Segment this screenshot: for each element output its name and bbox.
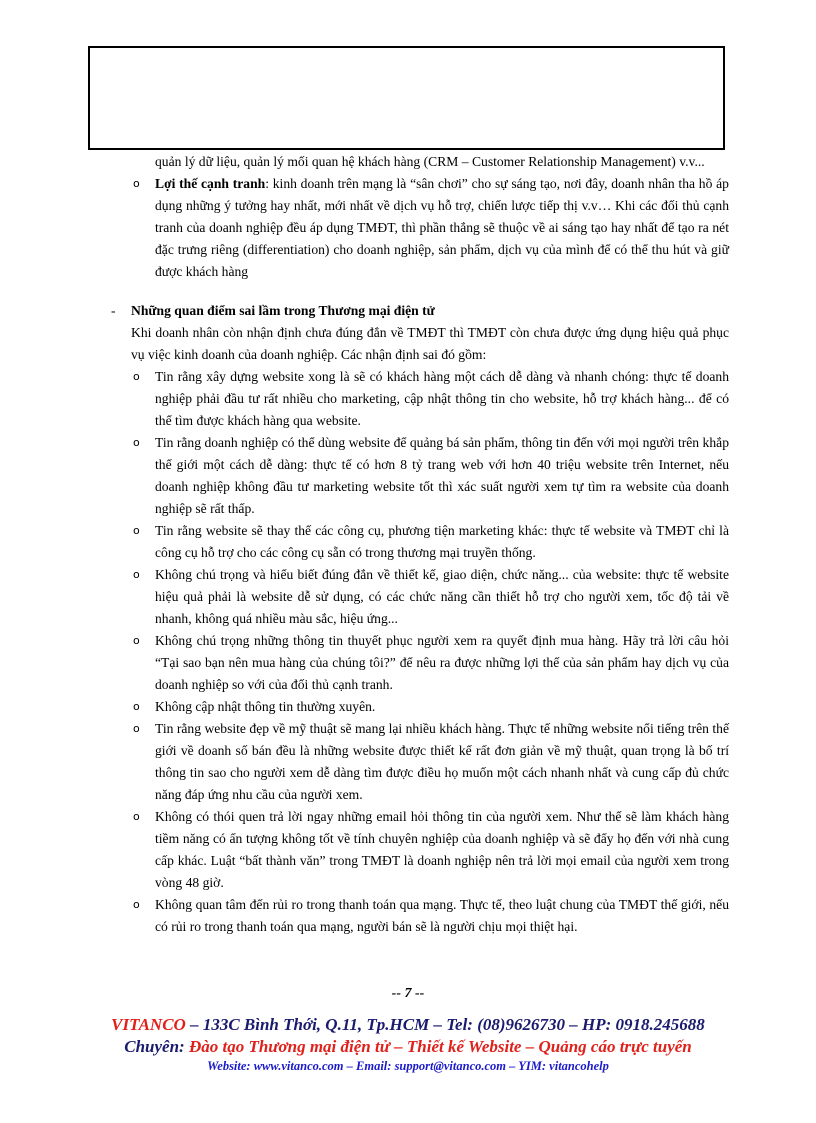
circle-bullet-icon: o [133,722,140,735]
footer-specialty: Đào tạo Thương mại điện tử – Thiết kế Website – Quảng cáo trực tuyến [188,1037,692,1056]
footer-company: VITANCO [111,1015,186,1034]
list-item-text: Không cập nhật thông tin thường xuyên. [155,699,376,714]
list-item [109,718,729,806]
circle-bullet-icon: o [133,524,140,537]
page-number: -- 7 -- [391,986,425,1001]
page-body [109,151,729,938]
advantage-title: Lợi thế cạnh tranh [155,176,266,191]
list-item-text: Tin rằng doanh nghiệp có thể dùng website để quảng bá sản phẩm, thông tin đến với mọi người trên khắp thế giới một cách dễ dàng: thực tế có hơn 8 tỷ trang web với hơn 40 triệu website trên Internet, nếu doanh nghiệp không đầu tư marketing website tốt thì xác suất người xem tự tìm ra website của doanh nghiệp sẽ rất thấp. [155,435,729,516]
list-item [109,564,729,630]
section-title: Những quan điểm sai lầm trong Thương mại điện tử [131,303,435,318]
list-item [109,630,729,696]
list-item-text: Không có thói quen trả lời ngay những email hỏi thông tin của người xem. Như thế sẽ làm khách hàng tiềm năng có ấn tượng không tốt về tính chuyên nghiệp của doanh nghiệp và sẽ đẩy họ đến với nhà cung cấp khác. Luật “bất thành văn” trong TMĐT là doanh nghiệp nên trả lời mọi email của người xem trong vòng 48 giờ. [155,809,729,890]
list-item [109,520,729,564]
list-item-text: Tin rằng website đẹp về mỹ thuật sẽ mang lại nhiều khách hàng. Thực tế những website nổi tiếng trên thế giới về doanh số bán đều là những website được thiết kế rất đơn giản về mỹ thuật, quan trọng là bố trí thông tin sao cho người xem dễ dàng tìm được điều họ muốn một cách nhanh nhất và cung cấp đủ chức năng đáp ứng nhu cầu của người xem. [155,721,729,802]
circle-bullet-icon: o [133,700,140,713]
circle-bullet-icon: o [133,436,140,449]
footer-specialty-line [0,1037,816,1057]
circle-bullet-icon: o [133,370,140,383]
circle-bullet-icon: o [133,898,140,911]
footer-contact-line: Website: www.vitanco.com – Email: support@vitanco.com – YIM: vitancohelp [207,1059,609,1073]
list-item [109,366,729,432]
circle-bullet-icon: o [133,568,140,581]
dash-marker: - [111,303,116,318]
footer-address: – 133C Bình Thới, Q.11, Tp.HCM – Tel: (08)9626730 – HP: 0918.245688 [185,1015,705,1034]
advantage-item [109,173,729,283]
list-item [109,696,729,718]
list-item [109,432,729,520]
list-item-text: Không quan tâm đến rủi ro trong thanh toán qua mạng. Thực tế, theo luật chung của TMĐT thế giới, nếu có rủi ro trong thanh toán qua mạng, người bán sẽ là người chịu mọi thiệt hại. [155,897,729,934]
advantage-text: : kinh doanh trên mạng là “sân chơi” cho sự sáng tạo, nơi đây, doanh nhân tha hồ áp dụng những ý tưởng hay nhất, mới nhất về dịch vụ hỗ trợ, chiến lược tiếp thị v.v… Khi các đối thủ cạnh tranh của doanh nghiệp đều áp dụng TMĐT, thì phần thắng sẽ thuộc về ai sáng tạo hay nhất để tạo ra nét đặc trưng riêng (differentiation) cho doanh nghiệp, sản phẩm, dịch vụ của mình để có thể thu hút và giữ được khách hàng [155,176,729,279]
footer-specialty-label: Chuyên: [124,1037,189,1056]
continuation-text: quản lý dữ liệu, quản lý mối quan hệ khách hàng (CRM – Customer Relationship Management) v.v... [155,154,705,169]
section-heading [109,300,729,322]
continuation-item [109,151,729,173]
circle-bullet-icon: o [133,177,140,190]
circle-bullet-icon: o [133,810,140,823]
list-item-text: Không chú trọng và hiểu biết đúng đắn về thiết kế, giao diện, chức năng... của website: thực tế website hiệu quả phải là website dễ sử dụng, có các chức năng cần thiết hỗ trợ cho người xem, tốc độ tải về nhanh, không quá nhiều màu sắc, hiệu ứng... [155,567,729,626]
misconception-list [109,366,729,938]
list-item [109,806,729,894]
footer-address-line [0,1015,816,1035]
header-box [88,46,725,150]
list-item-text: Không chú trọng những thông tin thuyết phục người xem ra quyết định mua hàng. Hãy trả lời câu hỏi “Tại sao bạn nên mua hàng của chúng tôi?” để nêu ra được những lợi thế của sản phẩm hay dịch vụ của doanh nghiệp so với của đối thủ cạnh tranh. [155,633,729,692]
list-item-text: Tin rằng xây dựng website xong là sẽ có khách hàng một cách dễ dàng và nhanh chóng: thực tế doanh nghiệp phải đầu tư rất nhiều cho marketing, cập nhật thông tin cho website, hỗ trợ khách hàng... để có thể tìm được khách hàng qua website. [155,369,729,428]
circle-bullet-icon: o [133,634,140,647]
list-item [109,894,729,938]
section-intro: Khi doanh nhân còn nhận định chưa đúng đắn về TMĐT thì TMĐT còn chưa được ứng dụng hiệu quả phục vụ việc kinh doanh của doanh nghiệp. Các nhận định sai đó gồm: [131,325,729,362]
list-item-text: Tin rằng website sẽ thay thế các công cụ, phương tiện marketing khác: thực tế website và TMĐT chỉ là công cụ hỗ trợ cho các công cụ sẵn có trong thương mại truyền thống. [155,523,729,560]
